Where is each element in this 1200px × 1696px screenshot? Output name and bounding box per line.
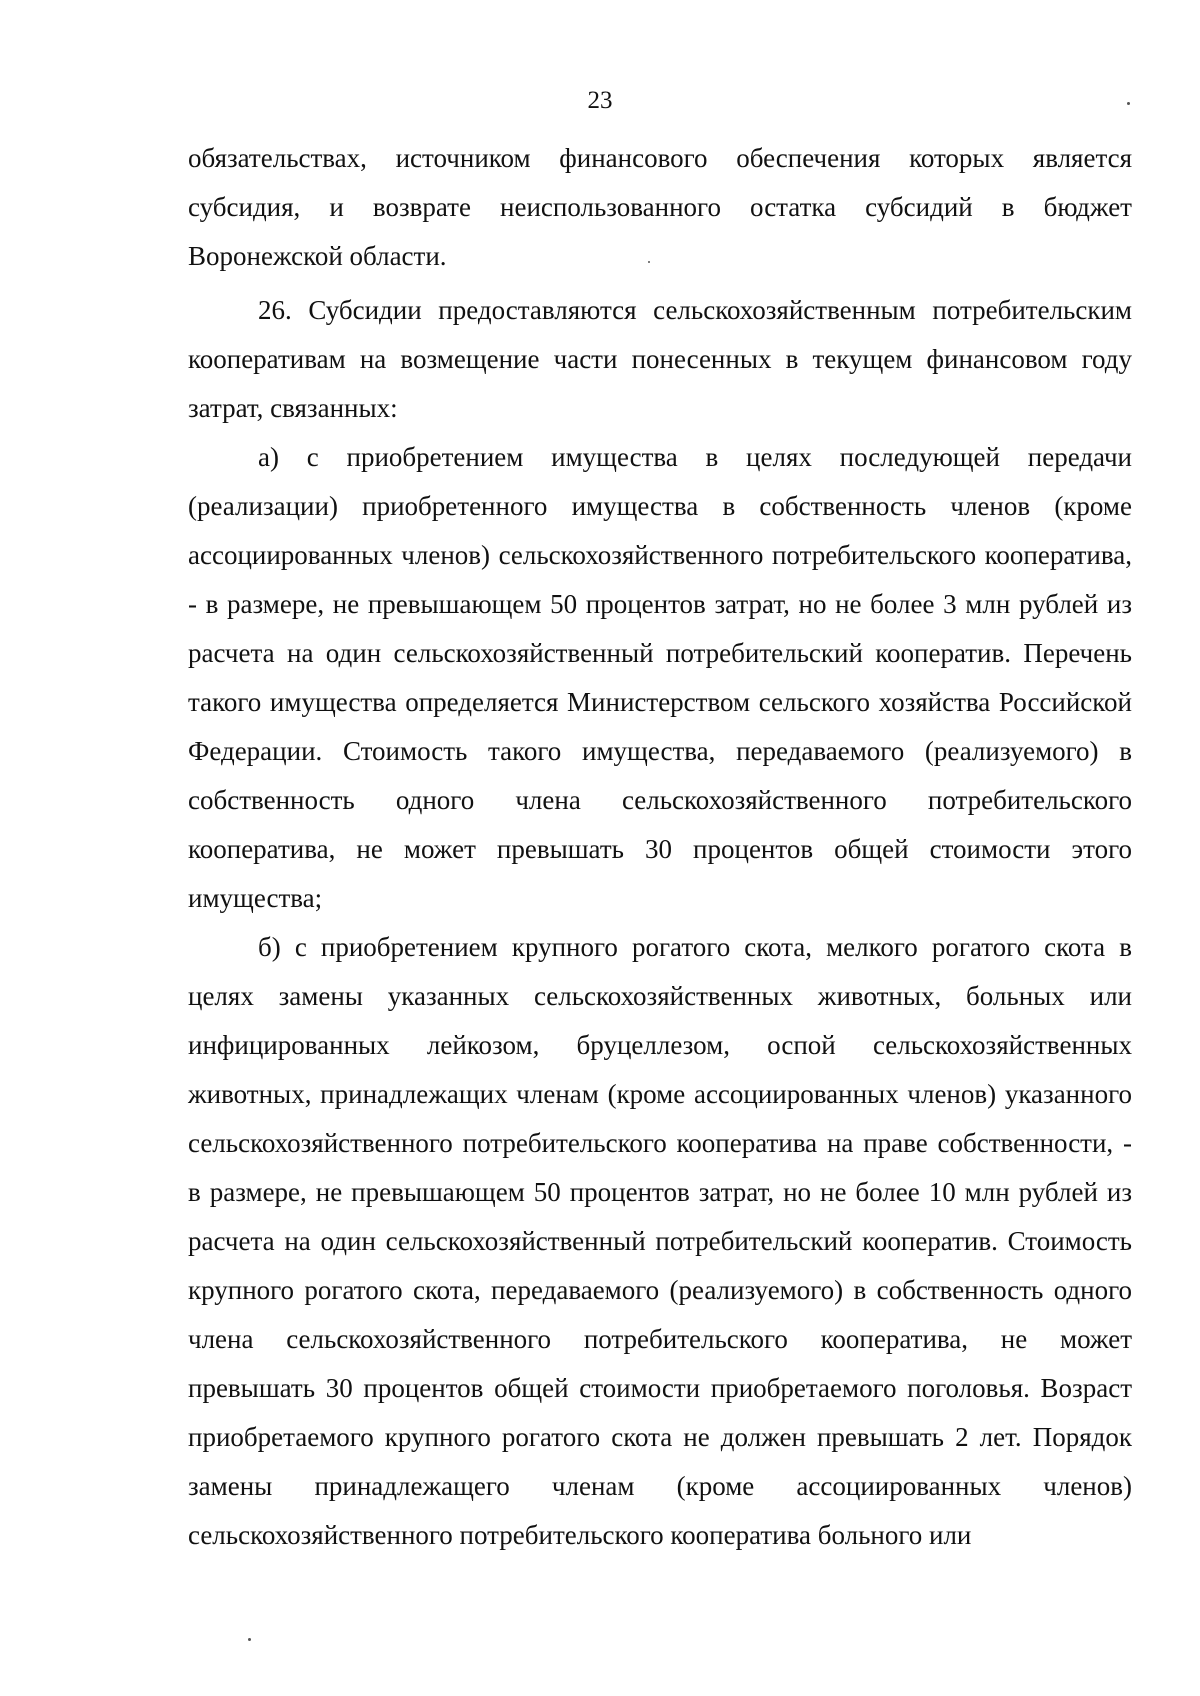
scan-speck xyxy=(248,1638,251,1641)
paragraph-item-26: 26. Субсидии предоставляются сельскохозяйственным потребительским кооперативам на возмещение части понесенных в текущем финансовом году затрат, связанных: xyxy=(188,295,1132,423)
paragraph-subitem-a: а) с приобретением имущества в целях последующей передачи (реализации) приобретенного имущества в собственность членов (кроме ассоциированных членов) сельскохозяйственного потребительского кооператива, - в размере, не превышающем 50 процентов затрат, но не более 3 млн рублей из расчета на один сельскохозяйственный потребительский кооператив. Перечень такого имущества определяется Министерством сельского хозяйства Российской Федерации. Стоимость такого имущества, передаваемого (реализуемого) в собственность одного члена сельскохозяйственного потребительского кооператива, не может превышать 30 процентов общей стоимости этого имущества; xyxy=(188,442,1132,913)
paragraph-continuation: обязательствах, источником финансового обеспечения которых является субсидия, и возврате неиспользованного остатка субсидий в бюджет Воронежской области. xyxy=(188,143,1132,271)
scan-speck xyxy=(1127,102,1130,105)
paragraph-subitem-b: б) с приобретением крупного рогатого скота, мелкого рогатого скота в целях замены указанных сельскохозяйственных животных, больных или инфицированных лейкозом, бруцеллезом, оспой сельскохозяйственных животных, принадлежащих членам (кроме ассоциированных членов) указанного сельскохозяйственного потребительского кооператива на праве собственности, - в размере, не превышающем 50 процентов затрат, но не более 10 млн рублей из расчета на один сельскохозяйственный потребительский кооператив. Стоимость крупного рогатого скота, передаваемого (реализуемого) в собственность одного члена сельскохозяйственного потребительского кооператива, не может превышать 30 процентов общей стоимости приобретаемого поголовья. Возраст приобретаемого крупного рогатого скота не должен превышать 2 лет. Порядок замены принадлежащего членам (кроме ассоциированных членов) сельскохозяйственного потребительского кооператива больного или xyxy=(188,932,1132,1550)
document-body xyxy=(188,134,1132,1560)
page-number: 23 xyxy=(587,87,613,114)
scan-speck xyxy=(648,261,650,263)
